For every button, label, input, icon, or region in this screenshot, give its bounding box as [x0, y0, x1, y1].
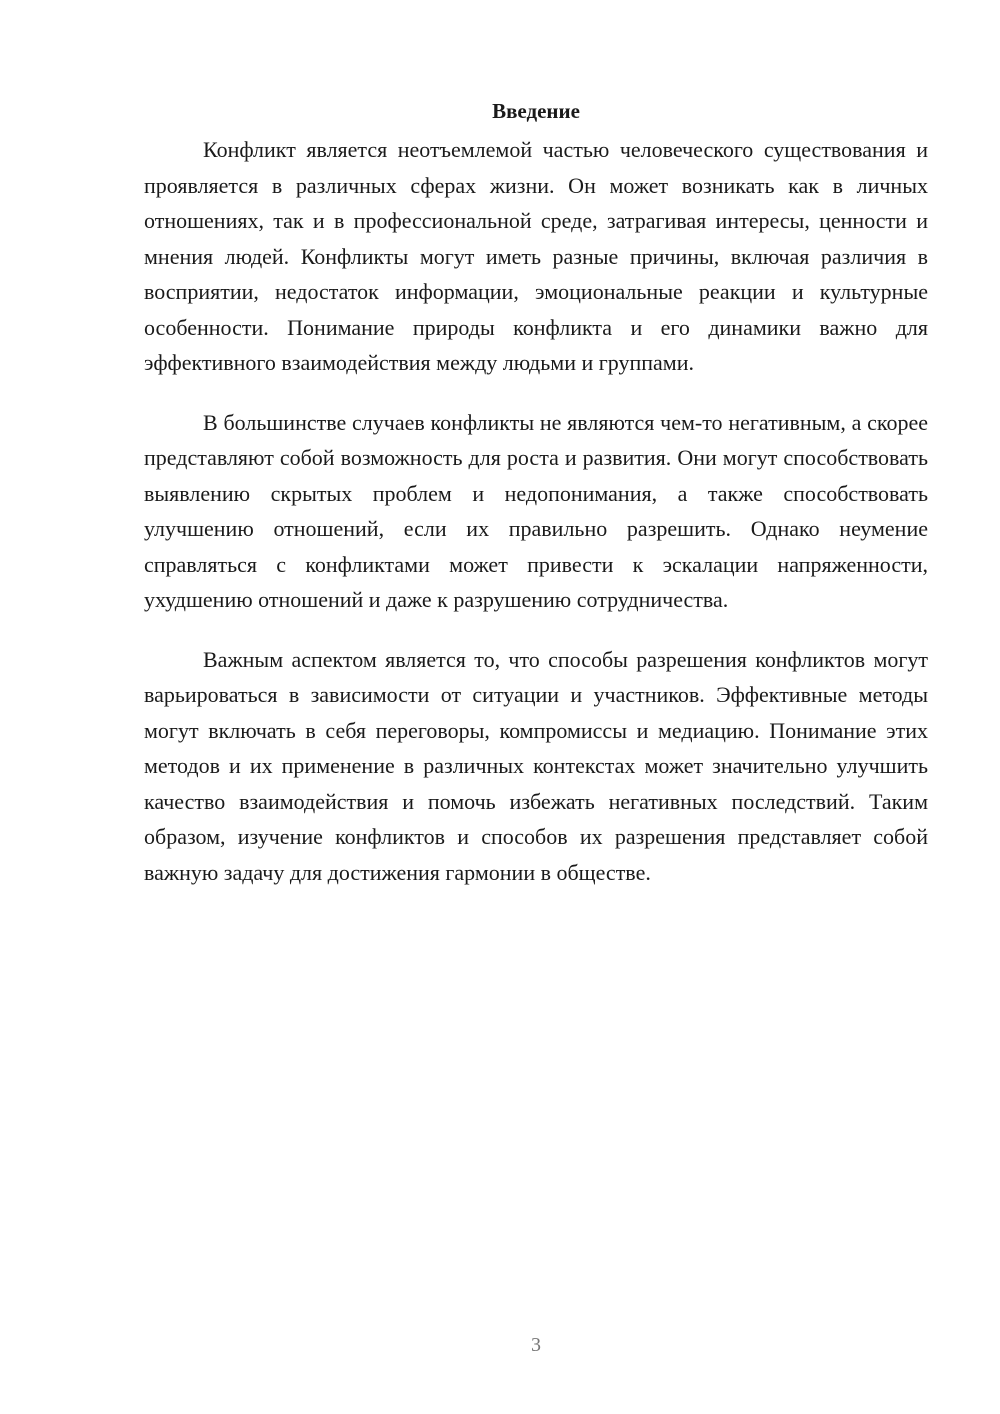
paragraph-1: Конфликт является неотъемлемой частью человеческого существования и проявляется в различных сферах жизни. Он может возникать как в личных отношениях, так и в профессиональной среде, затрагивая интересы, ценности и мнения людей. Конфликты могут иметь разные причины, включая различия в восприятии, недостаток информации, эмоциональные реакции и культурные особенности. Понимание природы конфликта и его динамики важно для эффективного взаимодействия между людьми и группами. [144, 137, 928, 375]
page-number: 3 [531, 1334, 541, 1356]
page-content [144, 96, 928, 914]
paragraph-2: В большинстве случаев конфликты не являются чем-то негативным, а скорее представляют собой возможность для роста и развития. Они могут способствовать выявлению скрытых проблем и недопонимания, а также способствовать улучшению отношений, если их правильно разрешить. Однако неумение справляться с конфликтами может привести к эскалации напряженности, ухудшению отношений и даже к разрушению сотрудничества. [144, 409, 928, 612]
paragraph-3: Важным аспектом является то, что способы разрешения конфликтов могут варьироваться в зависимости от ситуации и участников. Эффективные методы могут включать в себя переговоры, компромиссы и медиацию. Понимание этих методов и их применение в различных контекстах может значительно улучшить качество взаимодействия и помочь избежать негативных последствий. Таким образом, изучение конфликтов и способов их разрешения представляет собой важную задачу для достижения гармонии в обществе. [144, 646, 928, 885]
page-title: Введение [492, 99, 580, 123]
